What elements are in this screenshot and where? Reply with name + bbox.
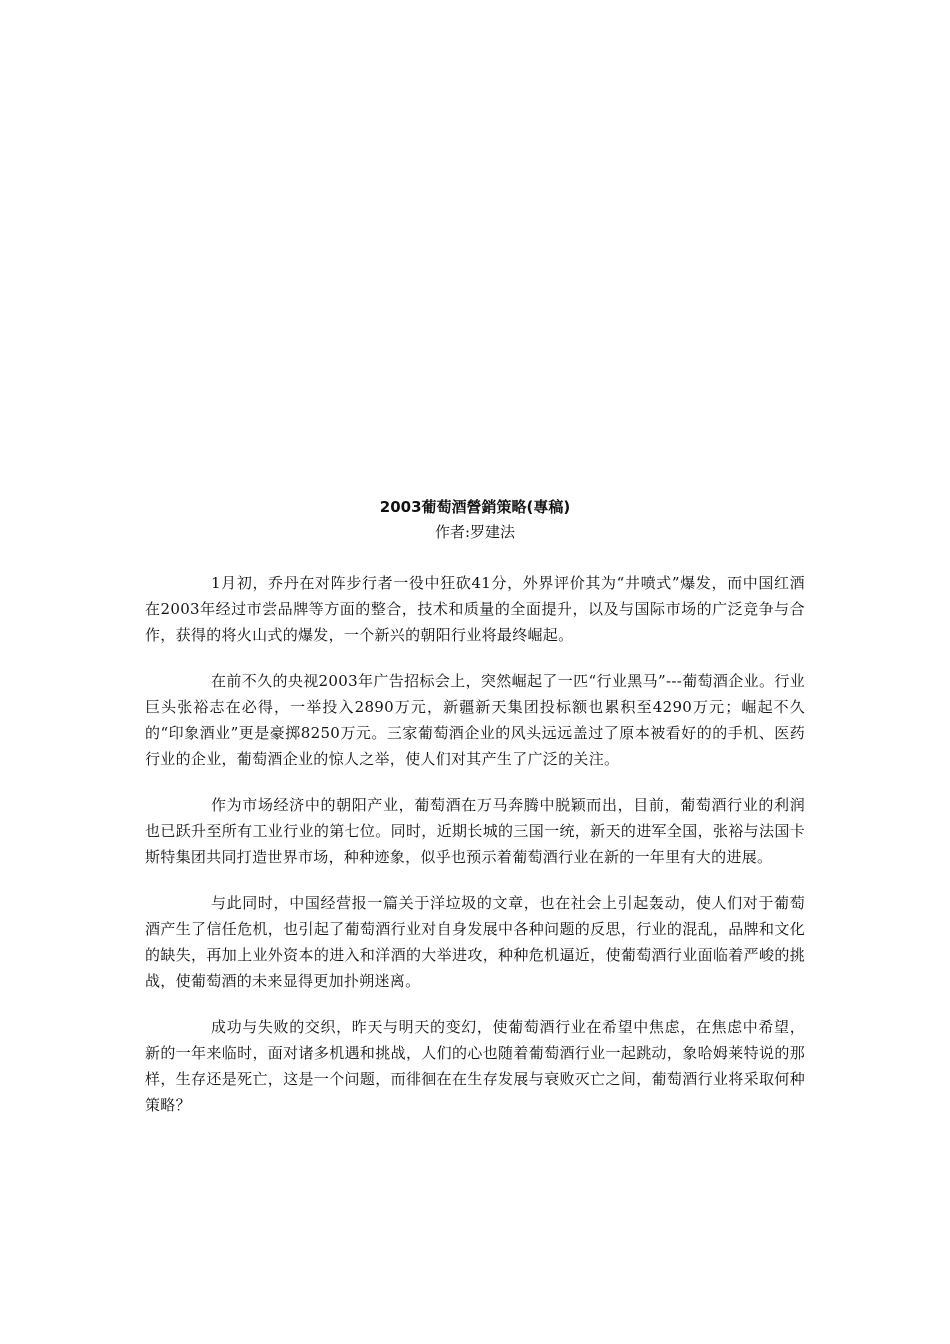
paragraph-1: 1月初，乔丹在对阵步行者一役中狂砍41分，外界评价其为“井喷式”爆发，而中国红酒在2003年经过市尝品牌等方面的整合，技术和质量的全面提升，以及与国际市场的广泛竞争与合作，获得的将火山式的爆发，一个新兴的朝阳行业将最终崛起。 <box>145 574 805 644</box>
paragraph-5: 成功与失败的交织，昨天与明天的变幻，使葡萄酒行业在希望中焦虑，在焦虑中希望，新的一年来临时，面对诸多机遇和挑战，人们的心也随着葡萄酒行业一起跳动，象哈姆莱特说的那样，生存还是死亡，这是一个问题，而徘徊在在生存发展与衰败灭亡之间，葡萄酒行业将采取何种策略？ <box>145 1018 805 1114</box>
document-title: 2003葡萄酒營銷策略(專稿) <box>379 498 571 516</box>
document-body <box>145 570 805 1138</box>
paragraph-3: 作为市场经济中的朝阳产业，葡萄酒在万马奔腾中脱颖而出，目前，葡萄酒行业的利润也已跃升至所有工业行业的第七位。同时，近期长城的三国一统，新天的进军全国，张裕与法国卡斯特集团共同打造世界市场，种种迹象，似乎也预示着葡萄酒行业在新的一年里有大的进展。 <box>145 796 805 866</box>
paragraph-2: 在前不久的央视2003年广告招标会上，突然崛起了一匹“行业黑马”---葡萄酒企业。行业巨头张裕志在必得，一举投入2890万元，新疆新天集团投标额也累积至4290万元；崛起不久的“印象酒业”更是豪掷8250万元。三家葡萄酒企业的风头远远盖过了原本被看好的的手机、医药行业的企业，葡萄酒企业的惊人之举，使人们对其产生了广泛的关注。 <box>145 672 805 768</box>
document-author: 作者:罗建法 <box>434 523 516 541</box>
paragraph-4: 与此同时，中国经营报一篇关于洋垃圾的文章，也在社会上引起轰动，使人们对于葡萄酒产生了信任危机，也引起了葡萄酒行业对自身发展中各种问题的反思，行业的混乱，品牌和文化的缺失，再加上业外资本的进入和洋酒的大举进攻，种种危机逼近，使葡萄酒行业面临着严峻的挑战，使葡萄酒的未来显得更加扑朔迷离。 <box>145 894 805 990</box>
